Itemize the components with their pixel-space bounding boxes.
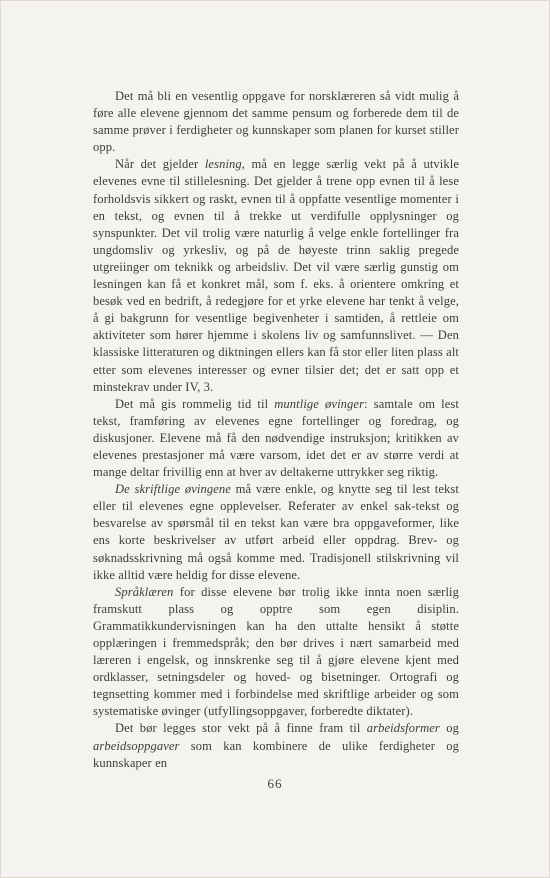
emphasis-text: arbeidsformer [366,721,440,736]
text-run: som kan kombinere de ulike ferdigheter og kunnskaper en [93,738,459,770]
paragraph [93,481,459,584]
paragraph [93,720,459,771]
text-run: Det må bli en vesentlig oppgave for norsklæreren så vidt mulig å føre alle elevene gjennom det samme pensum og forberede dem til de samme prøver i ferdigheter og kunnskaper som planen for kurset stiller opp. [93,89,459,155]
text-run: : samtale om lest tekst, framføring av elevenes egne fortellinger og foredrag, og diskusjoner. Elevene må få den nødvendige instruksjon; kritikken av elevenes prestasjoner må være varsom, idet det er av større verdi at mange deltar frivillig enn at hver av deltakerne uttrykker seg riktig. [93,396,459,480]
text-run: Det må gis rommelig tid til [115,396,275,411]
text-run: og [439,721,459,736]
page-number: 66 [267,776,283,791]
text-run: , må en legge særlig vekt på å utvikle elevenes evne til stillelesning. Det gjelder å trene opp evnen til å lese forholdsvis sikkert og raskt, evnen til å oppfatte vesentlige momenter i en tekst, og evnen til å trekke ut verdifulle opplysninger og synspunkter. Det vil trolig være naturlig å velge enkle fortellinger fra ungdomsliv og yrkesliv, og på de høyeste trinn saklig pregede utgreiinger om teknikk og arbeidsliv. Det vil være særlig gunstig om lesningen kan få et konkret mål, som f. eks. å orientere omkring et besøk ved en bedrift, å redegjøre for et yrke elevene har tenkt å velge, å gi bakgrunn for vesentlige begivenheter i samtiden, å rettleie om aktiviteter som hører hjemme i skolens liv og samfunnslivet. — Den klassiske litteraturen og diktningen ellers kan få stor eller liten plass alt etter som elevenes interesser og evner tilsier det; det er satt opp et minstekrav under IV, 3. [93,157,459,394]
emphasis-text: muntlige øvinger [274,396,365,411]
paragraph [93,88,459,156]
body-text [93,88,459,772]
text-run: Det bør legges stor vekt på å finne fram til [115,721,367,736]
emphasis-text: arbeidsoppgaver [93,738,180,753]
emphasis-text: Språklæren [115,584,174,599]
paragraph [93,584,459,721]
paragraph [93,396,459,481]
text-run: må være enkle, og knytte seg til lest tekst eller til elevenes egne opplevelser. Referater av enkel sak-tekst og besvarelse av spørsmål til en tekst kan være bra oppgaveformer, like ens korte beskrivelser av utført arbeid eller oppdrag. Brev- og søknadsskrivning må også komme med. Tradisjonell stilskrivning vil ikke alltid være heldig for disse elevene. [93,482,459,582]
text-run: for disse elevene bør trolig ikke innta noen særlig framskutt plass og opptre som egen disiplin. Grammatikkundervisningen kan ha den uttalte hensikt å støtte opplæringen i fremmedspråk; den bør drives i nært samarbeid med læreren i engelsk, og innskrenke seg til å gjøre elevene kjent med ordklasser, setningsdeler og hoved- og bisetninger. Ortografi og tegnsetting kommer med i forbindelse med skriftlige arbeider og som systematiske øvinger (utfyllingsoppgaver, forberedte diktater). [93,584,459,719]
emphasis-text: lesning [204,157,242,172]
text-run: Når det gjelder [115,157,205,172]
paragraph [93,156,459,395]
emphasis-text: De skriftlige øvingene [115,482,231,497]
